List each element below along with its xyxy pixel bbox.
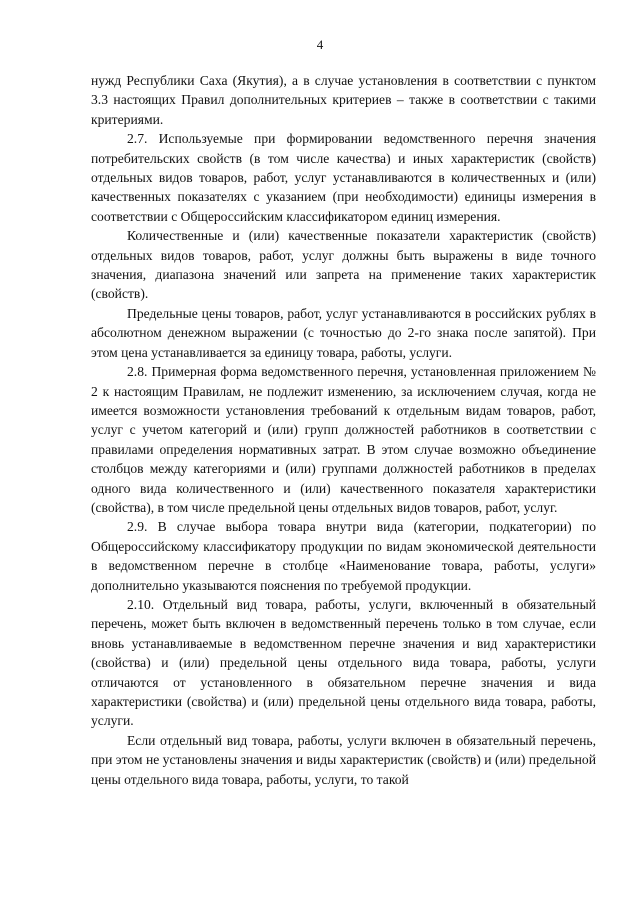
paragraph-2-10: 2.10. Отдельный вид товара, работы, услуги, включенный в обязательный перечень, может быть включен в ведомственный перечень только в том случае, если вновь устанавливаемые в ведомственном перечне значения и вид характеристики (свойства) и (или) предельной цены отдельного вида товара, работы, услуги отличаются от установленного в обязательном перечне значения и вида характеристики (свойства) и (или) предельной цены отдельного вида товара, работы, услуги.: [91, 596, 596, 729]
paragraph-price-limits: Предельные цены товаров, работ, услуг устанавливаются в российских рублях в абсолютном денежном выражении (с точностью до 2-го знака после запятой). При этом цена устанавливается за единицу товара, работы, услуги.: [91, 305, 596, 360]
paragraph-continuation: нужд Республики Саха (Якутия), а в случае установления в соответствии с пунктом 3.3 настоящих Правил дополнительных критериев – также в соответствии с такими критериями.: [91, 73, 596, 127]
document-body: [91, 71, 596, 789]
paragraph-indicators: Количественные и (или) качественные показатели характеристик (свойств) отдельных видов товаров, работ, услуг должны быть выражены в виде точного значения, диапазона значений или запрета на применение таких характеристик (свойств).: [91, 228, 596, 302]
page-number: 4: [316, 37, 324, 52]
paragraph-mandatory-list: Если отдельный вид товара, работы, услуги включен в обязательный перечень, при этом не установлены значения и виды характеристик (свойств) и (или) предельной цены отдельного вида товара, работы, услуги, то такой: [91, 732, 596, 787]
paragraph-2-7: 2.7. Используемые при формировании ведомственного перечня значения потребительских свойств (в том числе качества) и иных характеристик (свойств) отдельных видов товаров, работ, услуг устанавливаются в количественных и (или) качественных показателях с указанием (при необходимости) единицы измерения в соответствии с Общероссийским классификатором единиц измерения.: [91, 131, 596, 224]
paragraph-2-9: 2.9. В случае выбора товара внутри вида (категории, подкатегории) по Общероссийскому классификатору продукции по видам экономической деятельности в ведомственном перечне в столбце «Наименование товара, работы, услуги» дополнительно указываются пояснения по требуемой продукции.: [91, 519, 596, 593]
paragraph-2-8: 2.8. Примерная форма ведомственного перечня, установленная приложением № 2 к настоящим Правилам, не подлежит изменению, за исключением случая, когда не имеется возможности установления требований к отдельным видам товаров, работ, услуг с учетом категорий и (или) групп должностей работников в соответствии с правилами определения нормативных затрат. В этом случае возможно объединение столбцов между категориями и (или) группами должностей работников в пределах одного вида количественного и (или) качественного показателя характеристики (свойства), в том числе предельной цены отдельных видов товаров, работ, услуг.: [91, 364, 596, 515]
